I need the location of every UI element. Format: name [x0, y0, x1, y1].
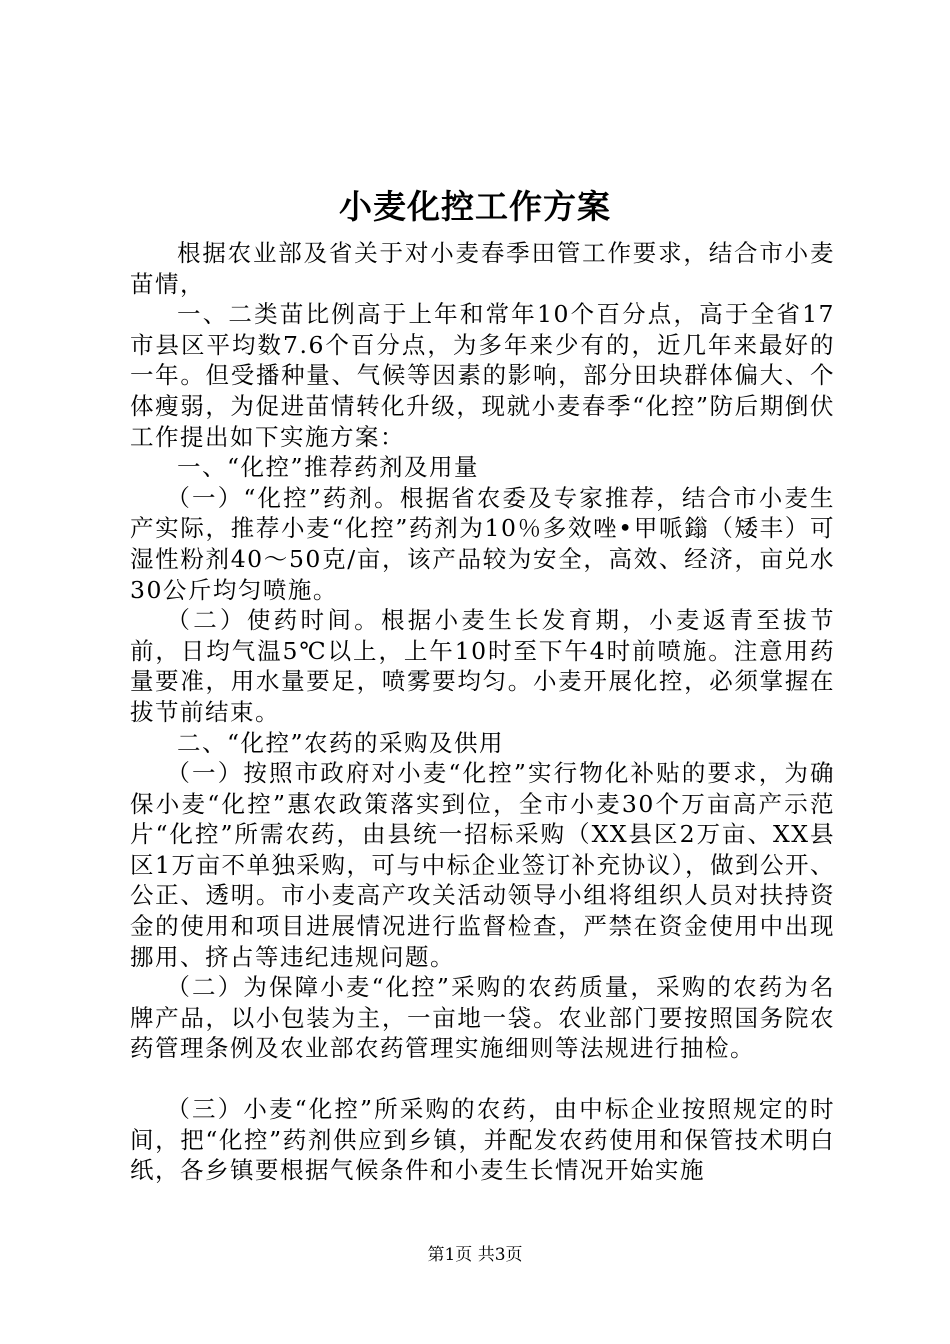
page-footer: 第1页 共3页 [427, 1245, 523, 1265]
paragraph-2-3: （三）小麦“化控”所采购的农药，由中标企业按照规定的时间，把“化控”药剂供应到乡镇，并配发农药使用和保管技术明白纸，各乡镇要根据气候条件和小麦生长情况开始实施 [130, 1095, 835, 1185]
paragraph-1-1: （一）“化控”药剂。根据省农委及专家推荐，结合市小麦生产实际，推荐小麦“化控”药剂为10％多效唑•甲哌鎓（矮丰）可湿性粉剂40～50克/亩，该产品较为安全，高效、经济，亩兑水30公斤均匀喷施。 [130, 483, 835, 604]
paragraph-2-1: （一）按照市政府对小麦“化控”实行物化补贴的要求，为确保小麦“化控”惠农政策落实到位，全市小麦30个万亩高产示范片“化控”所需农药，由县统一招标采购（XX县区2万亩、XX县区1万亩不单独采购，可与中标企业签订补充协议），做到公开、公正、透明。市小麦高产攻关活动领导小组将组织人员对扶持资金的使用和项目进展情况进行监督检查，严禁在资金使用中出现挪用、挤占等违纪违规问题。 [130, 759, 835, 971]
paragraph-seedling-status: 一、二类苗比例高于上年和常年10个百分点，高于全省17市县区平均数7.6个百分点，为多年来少有的，近几年来最好的一年。但受播种量、气候等因素的影响，部分田块群体偏大、个体瘦弱，为促进苗情转化升级，现就小麦春季“化控”防后期倒伏工作提出如下实施方案： [130, 300, 835, 451]
paragraph-2-2: （二）为保障小麦“化控”采购的农药质量，采购的农药为名牌产品，以小包装为主，一亩地一袋。农业部门要按照国务院农药管理条例及农业部农药管理实施细则等法规进行抽检。 [130, 973, 835, 1063]
section-heading-1: 一、“化控”推荐药剂及用量 [177, 453, 480, 482]
paragraph-spacer [130, 1064, 835, 1094]
document-body [130, 238, 835, 1186]
paragraph-intro: 根据农业部及省关于对小麦春季田管工作要求，结合市小麦苗情， [130, 239, 835, 298]
paragraph-1-2: （二）使药时间。根据小麦生长发育期，小麦返青至拔节前，日均气温5℃以上，上午10时至下午4时前喷施。注意用药量要准，用水量要足，喷雾要均匀。小麦开展化控，必须掌握在拔节前结束。 [130, 606, 835, 726]
document-title: 小麦化控工作方案 [339, 187, 611, 226]
section-heading-2: 二、“化控”农药的采购及供用 [177, 728, 505, 757]
